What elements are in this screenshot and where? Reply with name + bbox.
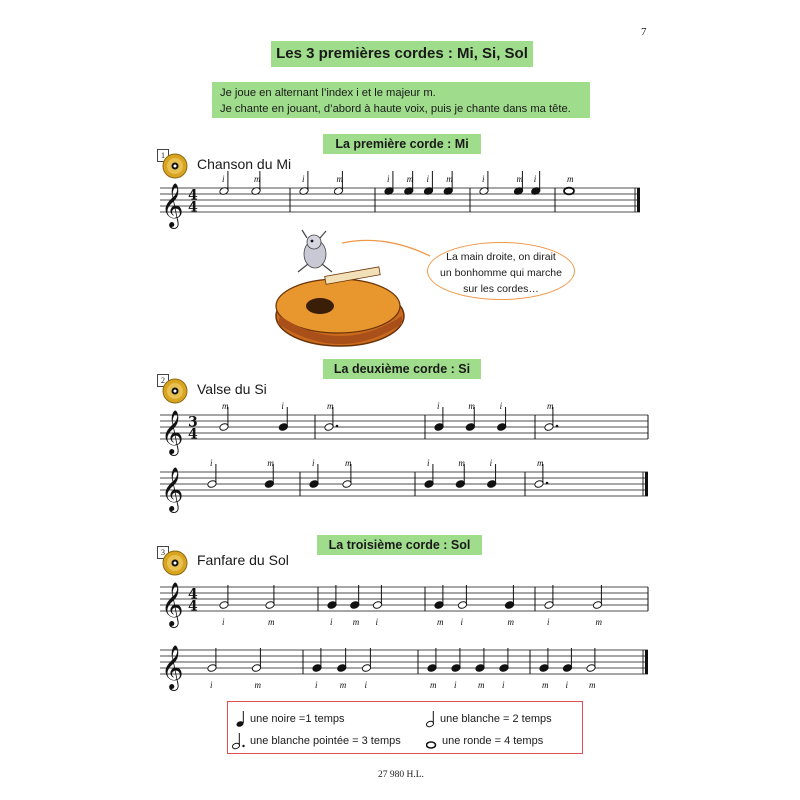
fingering-m: m: [254, 174, 261, 184]
fingering-i: i: [499, 401, 503, 411]
augmentation-dot: [556, 425, 559, 428]
legend-half-text: une blanche = 2 temps: [440, 712, 552, 725]
legend-whole-text: une ronde = 4 temps: [442, 734, 544, 747]
intro-line-1: Je joue en alternant l’index i et le majeur m.: [220, 87, 436, 99]
fingering-m: m: [267, 458, 274, 468]
dotted-half-note-icon: [232, 732, 246, 750]
piece-number-2: 2: [157, 374, 169, 387]
fingering-m: m: [567, 174, 574, 184]
time-signature-top: 3: [188, 414, 198, 431]
fingering-i: i: [437, 401, 440, 411]
fingering-i: i: [387, 174, 390, 184]
fingering-i: i: [454, 680, 457, 690]
piece-number-1: 1: [157, 149, 169, 162]
legend-dotted-half-text: une blanche pointée = 3 temps: [250, 734, 401, 747]
fingering-m: m: [336, 174, 343, 184]
time-signature-top: 4: [188, 187, 198, 204]
fingering-m: m: [537, 458, 544, 468]
legend-quarter-text: une noire =1 temps: [250, 712, 345, 725]
half-note-icon: [426, 710, 436, 728]
page-footer: 27 980 H.L.: [378, 770, 424, 780]
fingering-i: i: [502, 680, 505, 690]
fingering-m: m: [327, 401, 334, 411]
fingering-i: i: [302, 174, 305, 184]
fingering-i: i: [460, 617, 464, 627]
fingering-i: i: [210, 458, 213, 468]
section-heading-sol: La troisième corde : Sol: [317, 535, 482, 555]
fingering-i: i: [482, 174, 485, 184]
fingering-i: i: [222, 174, 225, 184]
augmentation-dot: [546, 482, 549, 485]
fingering-m: m: [406, 174, 414, 184]
whole-note-icon: [426, 732, 438, 750]
fingering-m: m: [352, 617, 360, 627]
piece-title-chanson-du-mi: Chanson du Mi: [197, 156, 292, 172]
fingering-m: m: [446, 174, 453, 184]
fingering-m: m: [516, 174, 523, 184]
fingering-m: m: [547, 401, 554, 411]
section-heading-mi: La première corde : Mi: [323, 134, 481, 154]
fingering-i: i: [489, 458, 493, 468]
note-values-legend: [227, 701, 583, 754]
fingering-i: i: [547, 617, 550, 627]
legend-half: [426, 710, 552, 728]
piece-title-fanfare-du-sol: Fanfare du Sol: [197, 552, 289, 568]
fingering-i: i: [427, 458, 430, 468]
piece-title-valse-du-si: Valse du Si: [197, 381, 267, 397]
time-signature-bottom: 4: [188, 199, 198, 216]
fingering-i: i: [315, 680, 318, 690]
fingering-m: m: [345, 458, 352, 468]
intro-line-2: Je chante en jouant, d’abord à haute voix, puis je chante dans ma tête.: [220, 103, 571, 115]
speech-line-2: un bonhomme qui marche: [440, 267, 562, 279]
time-signature-bottom: 4: [188, 598, 198, 615]
legend-quarter: [236, 710, 344, 728]
page-number: 7: [641, 26, 647, 38]
quarter-note-icon: [236, 710, 246, 728]
piece-number-3: 3: [157, 546, 169, 559]
fingering-m: m: [589, 680, 596, 690]
fingering-m: m: [437, 617, 444, 627]
treble-clef-icon: 𝄞: [161, 410, 184, 454]
fingering-i: i: [312, 458, 315, 468]
augmentation-dot: [336, 425, 339, 428]
fingering-i: i: [222, 617, 225, 627]
fingering-m: m: [268, 617, 275, 627]
treble-clef-icon: 𝄞: [161, 645, 184, 689]
treble-clef-icon: 𝄞: [161, 183, 184, 227]
fingering-i: i: [364, 680, 368, 690]
treble-clef-icon: 𝄞: [161, 582, 184, 626]
time-signature-bottom: 4: [188, 426, 198, 443]
fingering-m: m: [507, 617, 514, 627]
speech-line-3: sur les cordes…: [463, 283, 539, 295]
legend-dotted-half: [232, 732, 401, 750]
whole-note: [564, 188, 574, 195]
fingering-m: m: [595, 617, 602, 627]
fingering-m: m: [458, 458, 465, 468]
fingering-i: i: [375, 617, 379, 627]
fingering-m: m: [254, 680, 261, 690]
fingering-m: m: [339, 680, 347, 690]
fingering-m: m: [430, 680, 437, 690]
fingering-i: i: [330, 617, 333, 627]
fingering-i: i: [210, 680, 213, 690]
fingering-m: m: [222, 401, 229, 411]
legend-whole: [426, 732, 543, 750]
treble-clef-icon: 𝄞: [161, 467, 184, 511]
section-heading-si: La deuxième corde : Si: [323, 359, 481, 379]
fingering-i: i: [281, 401, 284, 411]
fingering-i: i: [565, 680, 569, 690]
fingering-i: i: [426, 174, 430, 184]
fingering-i: i: [533, 174, 537, 184]
fingering-m: m: [478, 680, 485, 690]
fingering-m: m: [542, 680, 549, 690]
page-title: Les 3 premières cordes : Mi, Si, Sol: [271, 41, 533, 67]
speech-line-1: La main droite, on dirait: [446, 251, 556, 263]
fingering-m: m: [468, 401, 475, 411]
time-signature-top: 4: [188, 586, 198, 603]
